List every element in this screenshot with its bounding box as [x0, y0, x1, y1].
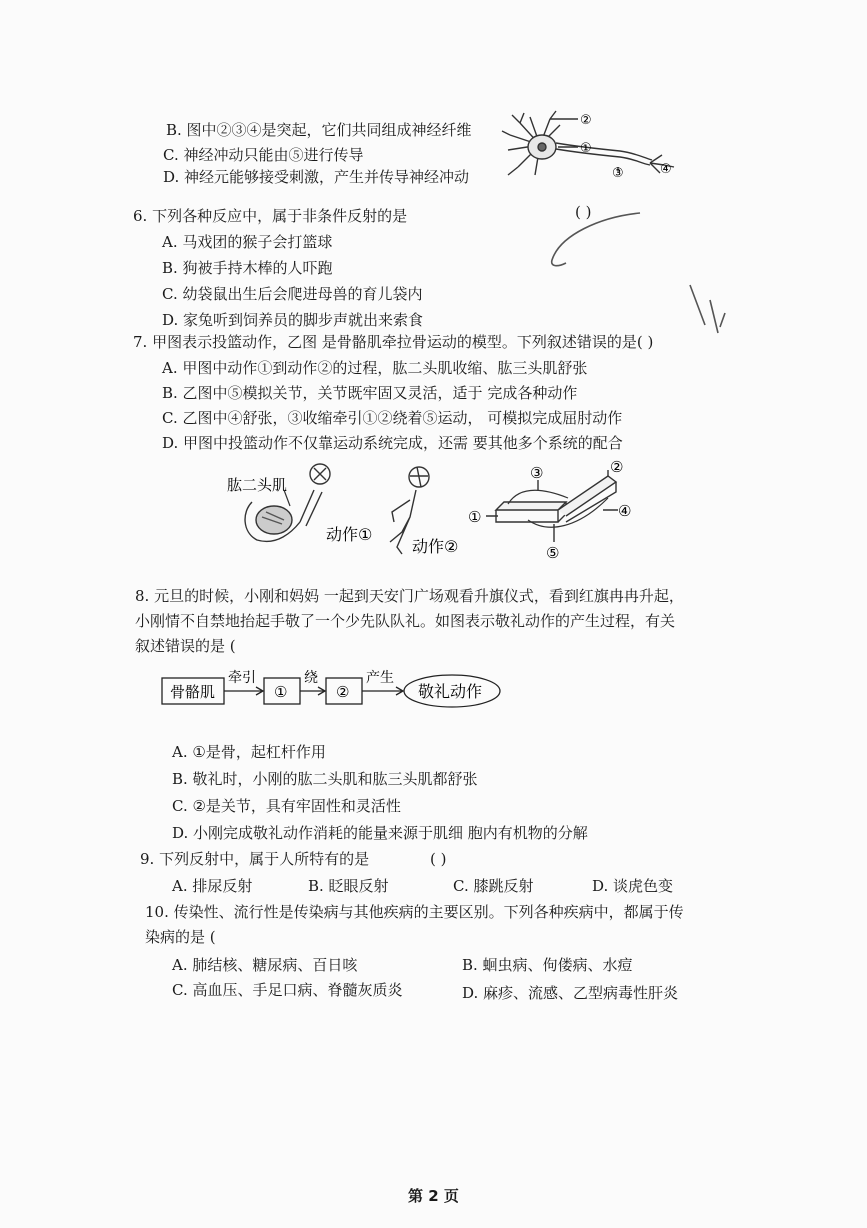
model-label-1: ①	[468, 508, 482, 526]
q9-answer-blank: ( )	[430, 850, 447, 868]
q6-option-c: C. 幼袋鼠出生后会爬进母兽的育儿袋内	[162, 285, 423, 303]
flow-box-skeletal-muscle: 骨骼肌	[170, 683, 216, 701]
q7-stem: 7. 甲图表示投篮动作，乙图 是骨骼肌牵拉骨运动的模型。下列叙述错误的是( )	[133, 333, 654, 351]
q8-stem-line2: 小刚情不自禁地抬起手敬了一个少先队队礼。如图表示敬礼动作的产生过程，有关	[135, 612, 676, 630]
neuron-label-3: ③	[612, 166, 624, 181]
q8-option-c: C. ②是关节，具有牢固性和灵活性	[172, 797, 401, 815]
q9-option-b: B. 眨眼反射	[308, 877, 389, 895]
model-label-5: ⑤	[546, 544, 560, 562]
neuron-label-1: ①	[580, 141, 592, 156]
q10-option-a: A. 肺结核、糖尿病、百日咳	[172, 956, 358, 974]
pencil-marks	[540, 205, 740, 345]
q7-option-d: D. 甲图中投篮动作不仅靠运动系统完成，还需 要其他多个系统的配合	[162, 434, 623, 452]
q6-option-b: B. 狗被手持木棒的人吓跑	[162, 259, 333, 277]
q8-option-a: A. ①是骨，起杠杆作用	[172, 743, 326, 761]
arm-label-biceps: 肱二头肌	[227, 476, 288, 494]
flow-result-salute: 敬礼动作	[418, 682, 483, 701]
flow-box-2: ②	[336, 683, 350, 701]
arm-label-action1: 动作①	[326, 525, 373, 544]
q5-option-d: D. 神经元能够接受刺激，产生并传导神经冲动	[163, 168, 470, 186]
q6-option-a: A. 马戏团的猴子会打篮球	[162, 233, 333, 251]
q7-option-a: A. 甲图中动作①到动作②的过程，肱二头肌收缩、肱三头肌舒张	[162, 359, 588, 377]
arm-label-action2: 动作②	[412, 537, 459, 556]
q10-option-c: C. 高血压、手足口病、脊髓灰质炎	[172, 981, 403, 999]
model-label-3: ③	[530, 464, 544, 482]
q8-option-b: B. 敬礼时，小刚的肱二头肌和肱三头肌都舒张	[172, 770, 478, 788]
q10-option-d: D. 麻疹、流感、乙型病毒性肝炎	[462, 984, 679, 1002]
q9-option-d: D. 谈虎色变	[592, 877, 674, 895]
flow-arrow-around: 绕	[304, 670, 318, 686]
flow-arrow-pull: 牵引	[228, 670, 256, 686]
salute-flowchart	[160, 666, 510, 716]
muscle-model-figure	[468, 458, 638, 563]
model-label-2: ②	[610, 458, 624, 476]
neuron-label-4: ④	[660, 162, 672, 177]
q7-option-b: B. 乙图中⑤模拟关节，关节既牢固又灵活，适于 完成各种动作	[162, 384, 578, 402]
q9-option-a: A. 排尿反射	[172, 877, 253, 895]
q10-option-b: B. 蛔虫病、佝偻病、水痘	[462, 956, 633, 974]
q5-option-c: C. 神经冲动只能由⑤进行传导	[163, 146, 364, 164]
q9-stem: 9. 下列反射中，属于人所特有的是	[140, 850, 370, 868]
q8-stem-line3: 叙述错误的是 (	[135, 637, 236, 655]
q5-option-b: B. 图中②③④是突起，它们共同组成神经纤维	[166, 121, 472, 139]
page-number: 第 2 页	[408, 1187, 459, 1205]
q8-stem-line1: 8. 元旦的时候，小刚和妈妈 一起到天安门广场观看升旗仪式，看到红旗冉冉升起，	[135, 587, 684, 605]
q8-option-d: D. 小刚完成敬礼动作消耗的能量来源于肌细 胞内有机物的分解	[172, 824, 588, 842]
flow-arrow-produce: 产生	[366, 670, 394, 686]
q6-stem: 6. 下列各种反应中，属于非条件反射的是	[133, 207, 408, 225]
q6-answer-blank: ( )	[575, 203, 592, 221]
q9-option-c: C. 膝跳反射	[453, 877, 534, 895]
neuron-figure	[500, 105, 690, 185]
neuron-label-2: ②	[580, 113, 592, 128]
q7-option-c: C. 乙图中④舒张，③收缩牵引①②绕着⑤运动， 可模拟完成屈肘动作	[162, 409, 623, 427]
model-label-4: ④	[618, 502, 632, 520]
arm-figure	[222, 462, 472, 562]
q10-stem-line1: 10. 传染性、流行性是传染病与其他疾病的主要区别。下列各种疾病中，都属于传	[145, 903, 684, 921]
q10-stem-line2: 染病的是 (	[145, 928, 216, 946]
flow-box-1: ①	[274, 683, 288, 701]
q6-option-d: D. 家兔听到饲养员的脚步声就出来索食	[162, 311, 424, 329]
